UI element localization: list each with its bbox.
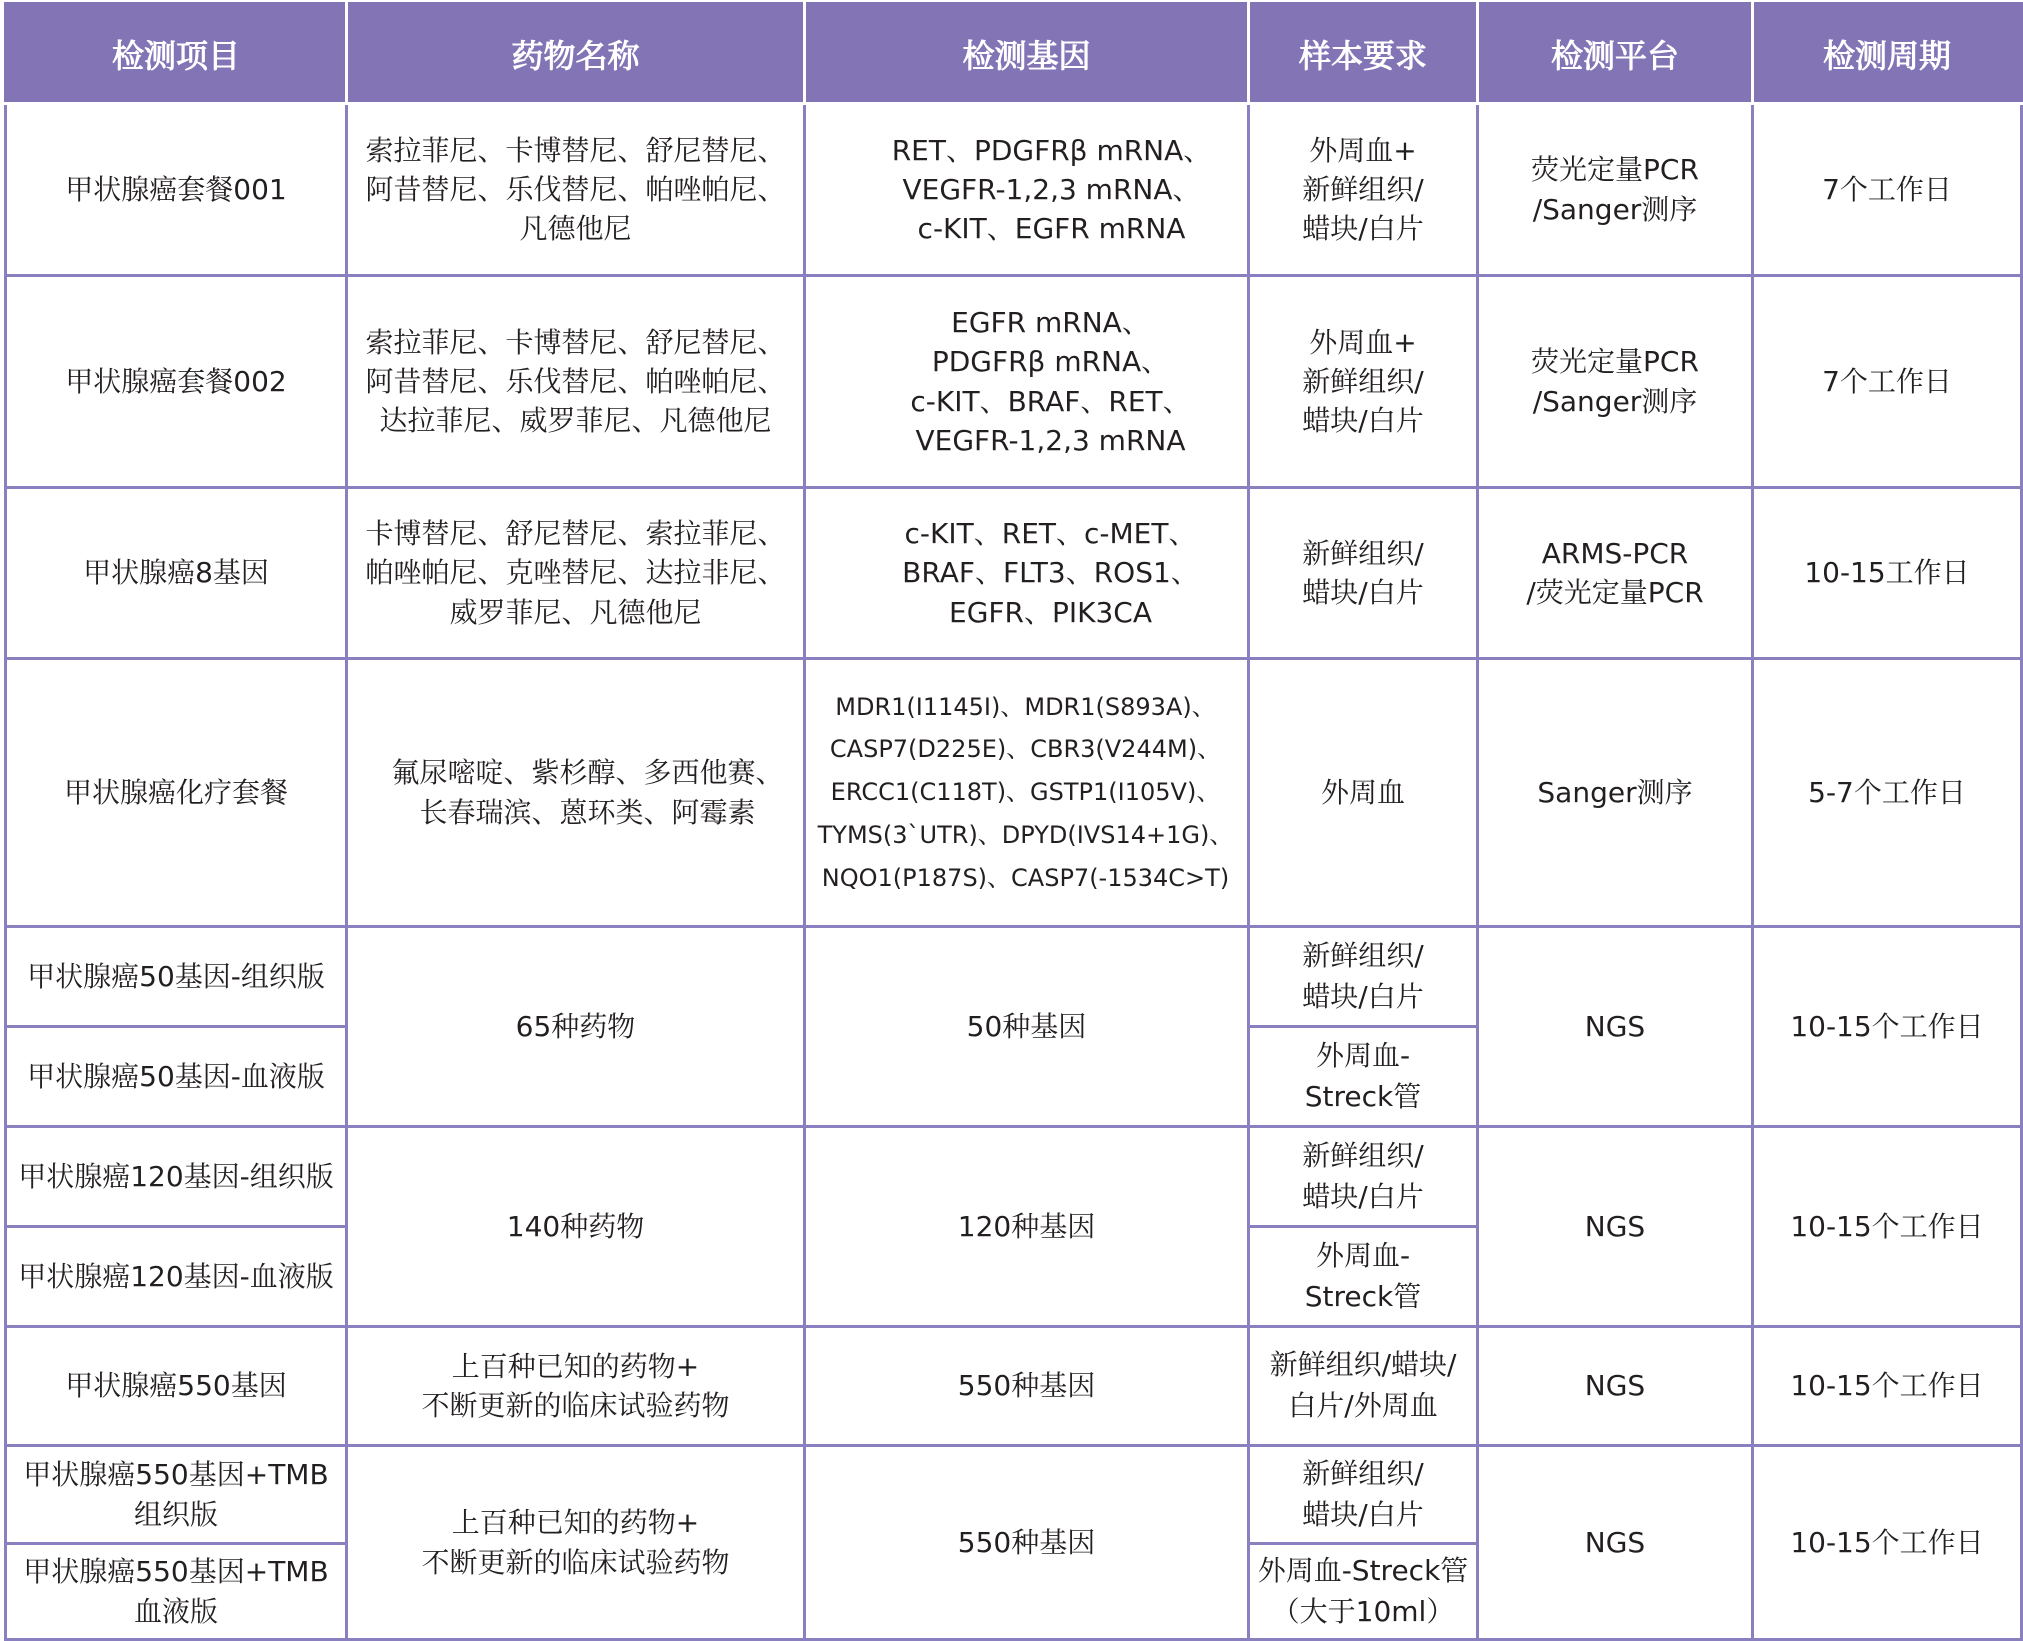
header-test-platform: 检测平台 [1478, 4, 1753, 104]
header-drug-name: 药物名称 [347, 4, 805, 104]
gene-line: BRAF、FLT3、ROS1、 [902, 556, 1199, 590]
item-cell: 甲状腺癌套餐002 [6, 276, 347, 488]
platform-line: ARMS-PCR [1541, 536, 1689, 570]
gene-line: CASP7(D225E)、CBR3(V244M)、 [829, 735, 1222, 764]
gene-line: PDGFRβ mRNA、 [931, 345, 1170, 379]
table-row [6, 927, 2022, 1027]
drug-line: 长春瑞滨、蒽环类、阿霉素 [419, 795, 756, 829]
drug-line: 阿昔替尼、乐伐替尼、帕唑帕尼、 [365, 172, 786, 206]
sample-line: 蜡块/白片 [1302, 979, 1424, 1013]
gene-line: ERCC1(C118T)、GSTP1(I105V)、 [830, 778, 1221, 807]
gene-cell [805, 276, 1249, 488]
drug-cell [347, 104, 805, 276]
drug-cell [347, 488, 805, 659]
platform-cell [1478, 488, 1753, 659]
sample-line: 蜡块/白片 [1302, 1497, 1424, 1531]
gene-line: NQO1(P187S)、CASP7(-1534C>T) [821, 863, 1230, 892]
drug-line: 上百种已知的药物+ [451, 1506, 700, 1540]
header-test-gene: 检测基因 [805, 4, 1249, 104]
item-line: 甲状腺癌550基因+TMB [23, 1555, 329, 1589]
platform-cell [1478, 659, 1753, 927]
gene-line: c-KIT、RET、c-MET、 [904, 517, 1197, 551]
platform-line: /Sanger测序 [1532, 384, 1698, 418]
item-cell: 甲状腺癌550基因 [6, 1327, 347, 1446]
sample-line: 外周血-Streck管 [1257, 1553, 1469, 1587]
gene-line: EGFR mRNA、 [951, 306, 1150, 340]
sample-cell [1249, 1446, 1478, 1544]
header-sample-requirement: 样本要求 [1249, 4, 1478, 104]
item-cell: 甲状腺癌套餐001 [6, 104, 347, 276]
sample-line: 外周血- [1315, 1238, 1411, 1272]
platform-cell [1478, 276, 1753, 488]
platform-line: /Sanger测序 [1532, 192, 1698, 226]
period-cell: 10-15个工作日 [1753, 1127, 2022, 1327]
sample-line: Streck管 [1304, 1079, 1422, 1113]
platform-cell [1478, 104, 1753, 276]
gene-cell: 550种基因 [805, 1446, 1249, 1640]
period-cell: 7个工作日 [1753, 276, 2022, 488]
sample-cell [1249, 1127, 1478, 1227]
drug-cell [347, 659, 805, 927]
item-line: 甲状腺癌550基因+TMB [23, 1458, 329, 1492]
item-cell: 甲状腺癌化疗套餐 [6, 659, 347, 927]
sample-cell [1249, 104, 1478, 276]
header-test-item: 检测项目 [6, 4, 347, 104]
table-row [6, 1127, 2022, 1227]
sample-line: 新鲜组织/蜡块/ [1269, 1348, 1457, 1382]
drug-cell [347, 1446, 805, 1640]
sample-line: 蜡块/白片 [1302, 1179, 1424, 1213]
sample-line: 外周血+ [1309, 325, 1417, 359]
item-cell [6, 1446, 347, 1544]
sample-line: 新鲜组织/ [1302, 1456, 1424, 1490]
drug-cell [347, 276, 805, 488]
platform-cell: NGS [1478, 1446, 1753, 1640]
drug-line: 索拉菲尼、卡博替尼、舒尼替尼、 [365, 133, 786, 167]
gene-line: RET、PDGFRβ mRNA、 [891, 133, 1212, 167]
platform-cell: NGS [1478, 927, 1753, 1127]
sample-line: 白片/外周血 [1288, 1389, 1438, 1422]
sample-line: 外周血+ [1309, 133, 1417, 167]
sample-line: 新鲜组织/ [1302, 1138, 1424, 1172]
sample-cell [1249, 276, 1478, 488]
drug-line: 帕唑帕尼、克唑替尼、达拉非尼、 [365, 556, 786, 590]
sample-line: 外周血 [1320, 775, 1405, 809]
drug-line: 达拉菲尼、威罗菲尼、凡德他尼 [379, 404, 772, 438]
sample-line: 外周血- [1315, 1038, 1411, 1072]
sample-cell [1249, 1544, 1478, 1640]
gene-line: VEGFR-1,2,3 mRNA、 [902, 172, 1201, 206]
item-cell: 甲状腺癌50基因-血液版 [6, 1027, 347, 1127]
item-cell: 甲状腺癌120基因-血液版 [6, 1227, 347, 1327]
sample-cell [1249, 1027, 1478, 1127]
drug-line: 氟尿嘧啶、紫杉醇、多西他赛、 [391, 756, 784, 790]
sample-cell [1249, 1227, 1478, 1327]
gene-line: TYMS(3`UTR)、DPYD(IVS14+1G)、 [817, 820, 1234, 849]
gene-line: MDR1(I1145I)、MDR1(S893A)、 [835, 692, 1216, 721]
gene-cell: 550种基因 [805, 1327, 1249, 1446]
header-test-period: 检测周期 [1753, 4, 2022, 104]
sample-line: 新鲜组织/ [1302, 536, 1424, 570]
item-cell [6, 1544, 347, 1640]
item-line: 血液版 [133, 1594, 218, 1628]
gene-cell: 50种基因 [805, 927, 1249, 1127]
gene-cell [805, 104, 1249, 276]
sample-cell [1249, 659, 1478, 927]
table-row [6, 1446, 2022, 1544]
sample-line: 新鲜组织/ [1302, 364, 1424, 398]
gene-line: c-KIT、BRAF、RET、 [910, 384, 1191, 418]
sample-cell [1249, 1327, 1478, 1446]
sample-line: 蜡块/白片 [1302, 576, 1424, 609]
period-cell: 10-15个工作日 [1753, 927, 2022, 1127]
platform-line: 荧光定量PCR [1531, 345, 1699, 379]
gene-test-table [4, 2, 2023, 1641]
gene-line: VEGFR-1,2,3 mRNA [915, 423, 1186, 457]
header-row [6, 4, 2022, 104]
period-cell: 7个工作日 [1753, 104, 2022, 276]
platform-cell: NGS [1478, 1327, 1753, 1446]
drug-line: 凡德他尼 [519, 212, 632, 246]
table-row [6, 276, 2022, 488]
drug-line: 威罗菲尼、凡德他尼 [449, 595, 702, 629]
platform-line: /荧光定量PCR [1526, 576, 1704, 609]
drug-cell [347, 1327, 805, 1446]
sample-cell [1249, 927, 1478, 1027]
period-cell: 10-15个工作日 [1753, 1446, 2022, 1640]
drug-cell: 65种药物 [347, 927, 805, 1127]
gene-cell [805, 659, 1249, 927]
platform-line: 荧光定量PCR [1531, 153, 1699, 187]
gene-cell: 120种基因 [805, 1127, 1249, 1327]
gene-line: EGFR、PIK3CA [949, 595, 1152, 629]
sample-line: 蜡块/白片 [1302, 212, 1424, 246]
period-cell: 10-15工作日 [1753, 488, 2022, 659]
drug-line: 索拉菲尼、卡博替尼、舒尼替尼、 [365, 325, 786, 359]
drug-line: 阿昔替尼、乐伐替尼、帕唑帕尼、 [365, 364, 786, 398]
platform-cell: NGS [1478, 1127, 1753, 1327]
sample-cell [1249, 488, 1478, 659]
item-cell: 甲状腺癌120基因-组织版 [6, 1127, 347, 1227]
item-cell: 甲状腺癌50基因-组织版 [6, 927, 347, 1027]
period-cell: 5-7个工作日 [1753, 659, 2022, 927]
sample-line: （大于10ml） [1271, 1594, 1455, 1628]
sample-line: 新鲜组织/ [1302, 938, 1424, 972]
gene-line: c-KIT、EGFR mRNA [917, 212, 1186, 246]
drug-line: 不断更新的临床试验药物 [421, 1389, 730, 1422]
table-row [6, 104, 2022, 276]
period-cell: 10-15个工作日 [1753, 1327, 2022, 1446]
table-row [6, 488, 2022, 659]
sample-line: 蜡块/白片 [1302, 404, 1424, 438]
gene-cell [805, 488, 1249, 659]
drug-line: 上百种已知的药物+ [451, 1349, 700, 1383]
sample-line: Streck管 [1304, 1279, 1422, 1313]
drug-line: 卡博替尼、舒尼替尼、索拉菲尼、 [365, 517, 786, 551]
sample-line: 新鲜组织/ [1302, 172, 1424, 206]
item-line: 组织版 [133, 1497, 218, 1531]
table-row [6, 659, 2022, 927]
table-row [6, 1327, 2022, 1446]
item-cell: 甲状腺癌8基因 [6, 488, 347, 659]
platform-line: Sanger测序 [1537, 775, 1693, 809]
drug-cell: 140种药物 [347, 1127, 805, 1327]
drug-line: 不断更新的临床试验药物 [421, 1545, 730, 1579]
